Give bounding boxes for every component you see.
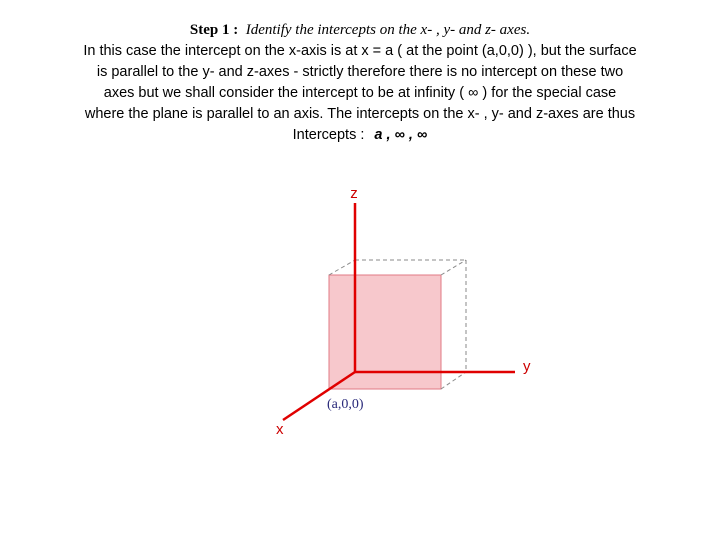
step-label: Step 1 : <box>189 22 239 38</box>
cube-edge <box>441 372 466 389</box>
paragraph-line: In this case the intercept on the x-axis is at x = a ( at the point (a,0,0) ), but the surface <box>83 43 637 59</box>
paragraph-line: where the plane is parallel to an axis. The intercepts on the x- , y- and z-axes are thus <box>84 106 636 122</box>
x-axis <box>283 372 355 420</box>
step-title: Identify the intercepts on the x- , y- and z- axes. <box>245 22 531 38</box>
cube-edge <box>441 260 466 275</box>
point-label: (a,0,0) <box>327 397 364 412</box>
z-axis-label: z <box>350 185 358 202</box>
x-axis-label: x <box>276 421 284 438</box>
intercepts-values: a , ∞ , ∞ <box>374 127 428 143</box>
paragraph-line: axes but we shall consider the intercept to be at infinity ( ∞ ) for the special case <box>103 85 617 101</box>
cube-edge <box>329 260 355 275</box>
paragraph-line: is parallel to the y- and z-axes - strictly therefore there is no intercept on these two <box>96 64 624 80</box>
intercepts-label: Intercepts : <box>292 127 365 143</box>
y-axis-label: y <box>523 358 531 375</box>
